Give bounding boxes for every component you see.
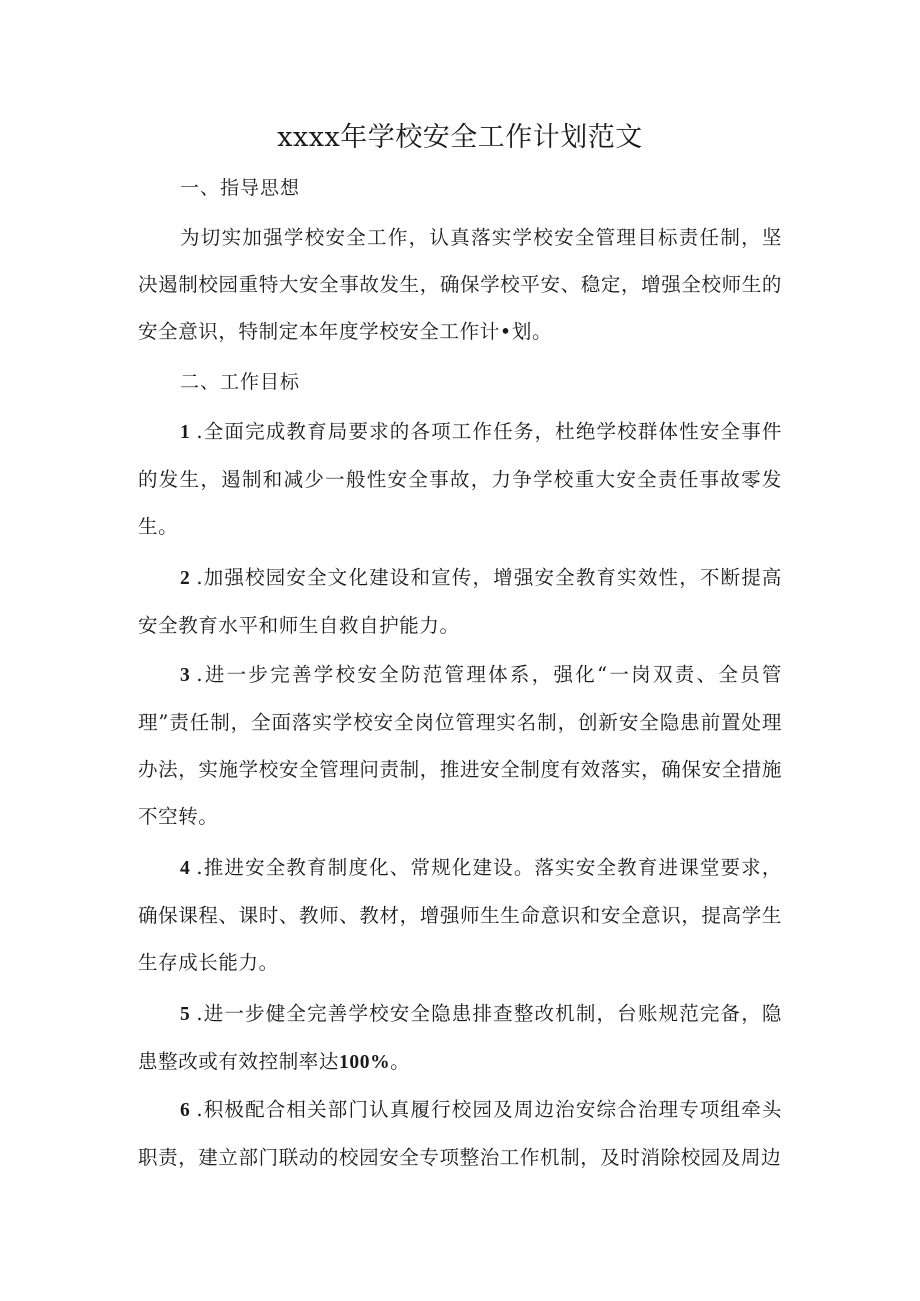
list-item-number: 3 [180,665,191,686]
list-item-text: .推进安全教育制度化、常规化建设。落实安全教育进课堂要求，确保课程、课时、教师、教材，增强师生生命意识和安全意识，提高学生生存成长能力。 [138,856,782,974]
list-item-goal-5 [138,990,782,1086]
list-item-percent: 100% [339,1052,391,1073]
list-item-goal-1 [138,408,782,550]
list-item-text: .全面完成教育局要求的各项工作任务，杜绝学校群体性安全事件的发生，遏制和减少一般性安全事故，力争学校重大安全责任事故零发生。 [138,420,782,538]
list-item-goal-3 [138,651,782,840]
list-item-number: 1 [180,422,191,443]
list-item-goal-2 [138,554,782,649]
list-item-goal-6 [138,1086,782,1181]
list-item-number: 6 [180,1100,191,1121]
list-item-text: .加强校园安全文化建设和宣传，增强安全教育实效性，不断提高安全教育水平和师生自救自护能力。 [138,566,782,637]
list-item-goal-4 [138,844,782,986]
section-heading-work-goals: 二、工作目标 [180,371,301,393]
list-item-text: .进一步完善学校安全防范管理体系，强化“一岗双责、全员管理”责任制，全面落实学校安全岗位管理实名制，创新安全隐患前置处理办法，实施学校安全管理问责制，推进安全制度有效落实，确保安全措施不空转。 [138,663,782,828]
section-heading-guiding-ideology: 一、指导思想 [180,177,301,199]
paragraph-guiding-ideology: 为切实加强学校安全工作，认真落实学校安全管理目标责任制，坚决遏制校园重特大安全事故发生，确保学校平安、稳定，增强全校师生的安全意识，特制定本年度学校安全工作计•划。 [138,226,782,343]
document-title: xxxx年学校安全工作计划范文 [277,122,643,153]
list-item-text: .积极配合相关部门认真履行校园及周边治安综合治理专项组牵头职责，建立部门联动的校园安全专项整治工作机制，及时消除校园及周边 [138,1098,782,1169]
list-item-number: 4 [180,858,191,879]
list-item-text: .进一步健全完善学校安全隐患排查整改机制，台账规范完备，隐患整改或有效控制率达 [138,1002,782,1073]
list-item-number: 5 [180,1004,191,1025]
list-item-text-end: 。 [390,1050,411,1073]
list-item-number: 2 [180,568,191,589]
